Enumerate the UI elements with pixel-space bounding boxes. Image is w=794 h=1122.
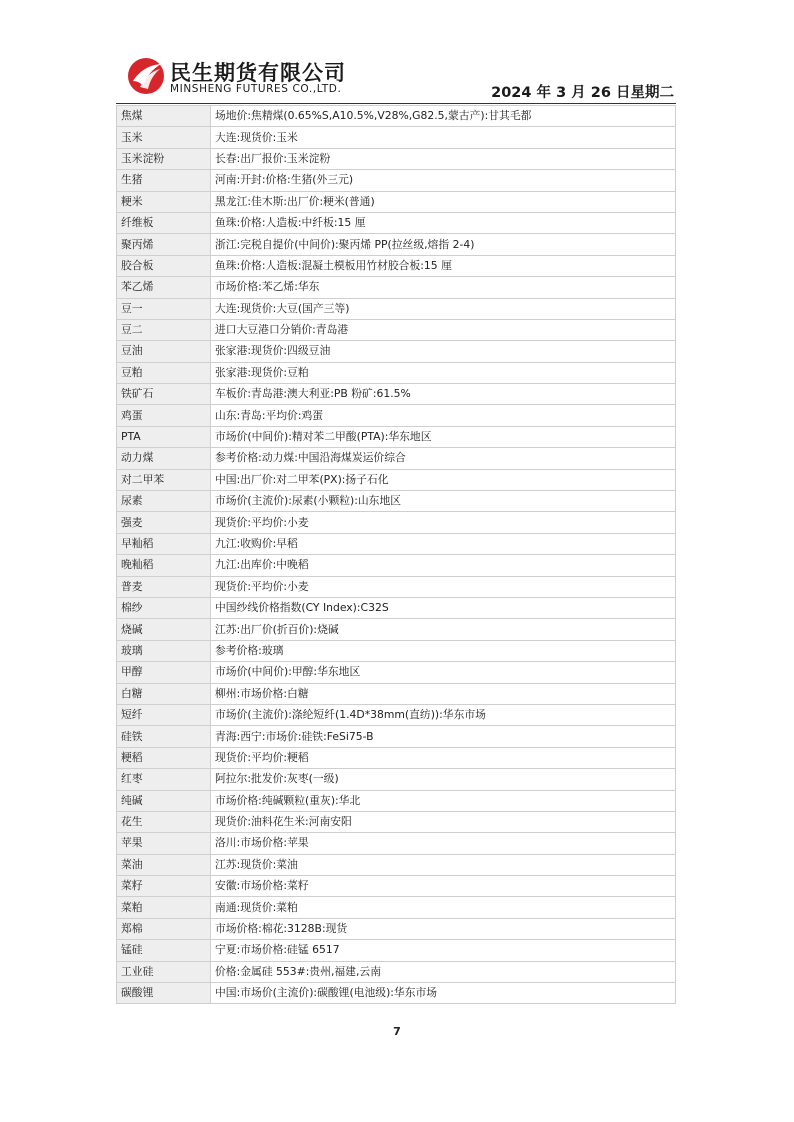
table-row [117, 170, 676, 191]
commodity-name-cell: 菜籽 [117, 876, 211, 897]
price-source-cell: 山东:青岛:平均价:鸡蛋 [211, 405, 676, 426]
commodity-name-cell: 白糖 [117, 683, 211, 704]
company-name-en: MINSHENG FUTURES CO.,LTD. [170, 83, 342, 95]
price-source-cell: 安徽:市场价格:菜籽 [211, 876, 676, 897]
table-row [117, 683, 676, 704]
price-source-cell: 九江:收购价:早稻 [211, 533, 676, 554]
page-number: 7 [393, 1025, 401, 1038]
commodity-name-cell: 花生 [117, 811, 211, 832]
commodity-name-cell: 普麦 [117, 576, 211, 597]
company-name-cn: 民生期货有限公司 [170, 61, 346, 85]
table-row [117, 597, 676, 618]
commodity-name-cell: 纯碱 [117, 790, 211, 811]
table-row [117, 704, 676, 725]
price-source-cell: 阿拉尔:批发价:灰枣(一级) [211, 769, 676, 790]
price-source-cell: 现货价:平均价:小麦 [211, 576, 676, 597]
price-source-cell: 参考价格:玻璃 [211, 640, 676, 661]
price-source-cell: 市场价格:纯碱颗粒(重灰):华北 [211, 790, 676, 811]
page-header [116, 54, 676, 104]
price-source-cell: 参考价格:动力煤:中国沿海煤炭运价综合 [211, 448, 676, 469]
commodity-name-cell: 玻璃 [117, 640, 211, 661]
price-source-cell: 张家港:现货价:四级豆油 [211, 341, 676, 362]
commodity-name-cell: 晚籼稻 [117, 555, 211, 576]
table-row [117, 918, 676, 939]
table-row [117, 426, 676, 447]
price-source-cell: 九江:出库价:中晚稻 [211, 555, 676, 576]
commodity-name-cell: 胶合板 [117, 255, 211, 276]
price-source-cell: 价格:金属硅 553#:贵州,福建,云南 [211, 961, 676, 982]
table-row [117, 940, 676, 961]
price-source-cell: 江苏:现货价:菜油 [211, 854, 676, 875]
commodity-name-cell: 玉米 [117, 127, 211, 148]
commodity-name-cell: 苹果 [117, 833, 211, 854]
commodity-name-cell: 短纤 [117, 704, 211, 725]
commodity-name-cell: 焦煤 [117, 106, 211, 127]
table-row [117, 961, 676, 982]
commodity-name-cell: 菜粕 [117, 897, 211, 918]
commodity-name-cell: 尿素 [117, 491, 211, 512]
table-row [117, 811, 676, 832]
table-row [117, 726, 676, 747]
commodity-name-cell: 粳稻 [117, 747, 211, 768]
price-source-cell: 鱼珠:价格:人造板:中纤板:15 厘 [211, 212, 676, 233]
commodity-name-cell: 郑棉 [117, 918, 211, 939]
commodity-name-cell: 豆粕 [117, 362, 211, 383]
price-source-cell: 市场价(主流价):涤纶短纤(1.4D*38mm(直纺)):华东市场 [211, 704, 676, 725]
price-source-cell: 柳州:市场价格:白糖 [211, 683, 676, 704]
price-source-cell: 大连:现货价:大豆(国产三等) [211, 298, 676, 319]
table-row [117, 512, 676, 533]
table-row [117, 640, 676, 661]
table-row [117, 384, 676, 405]
table-row [117, 298, 676, 319]
commodity-name-cell: 红枣 [117, 769, 211, 790]
table-row [117, 448, 676, 469]
commodity-name-cell: 棉纱 [117, 597, 211, 618]
price-source-cell: 中国:市场价(主流价):碳酸锂(电池级):华东市场 [211, 983, 676, 1004]
table-row [117, 854, 676, 875]
table-row [117, 362, 676, 383]
table-row [117, 255, 676, 276]
table-row [117, 833, 676, 854]
table-row [117, 212, 676, 233]
commodity-name-cell: 早籼稻 [117, 533, 211, 554]
commodity-name-cell: 甲醇 [117, 662, 211, 683]
commodity-name-cell: 苯乙烯 [117, 277, 211, 298]
table-row [117, 533, 676, 554]
commodity-name-cell: 粳米 [117, 191, 211, 212]
commodity-name-cell: 碳酸锂 [117, 983, 211, 1004]
table-row [117, 405, 676, 426]
price-source-cell: 市场价(主流价):尿素(小颗粒):山东地区 [211, 491, 676, 512]
commodity-name-cell: 对二甲苯 [117, 469, 211, 490]
table-row [117, 234, 676, 255]
commodity-name-cell: 豆油 [117, 341, 211, 362]
table-row [117, 876, 676, 897]
price-source-cell: 现货价:平均价:小麦 [211, 512, 676, 533]
commodity-name-cell: 生猪 [117, 170, 211, 191]
minsheng-logo-icon [126, 56, 166, 96]
price-source-cell: 大连:现货价:玉米 [211, 127, 676, 148]
price-source-cell: 长春:出厂报价:玉米淀粉 [211, 148, 676, 169]
commodity-name-cell: 锰硅 [117, 940, 211, 961]
table-row [117, 469, 676, 490]
table-row [117, 576, 676, 597]
commodity-name-cell: 菜油 [117, 854, 211, 875]
price-source-cell: 江苏:出厂价(折百价):烧碱 [211, 619, 676, 640]
price-source-cell: 浙江:完税自提价(中间价):聚丙烯 PP(拉丝级,熔指 2-4) [211, 234, 676, 255]
price-source-cell: 进口大豆港口分销价:青岛港 [211, 319, 676, 340]
table-row [117, 277, 676, 298]
commodity-name-cell: 铁矿石 [117, 384, 211, 405]
table-row [117, 983, 676, 1004]
commodity-name-cell: 鸡蛋 [117, 405, 211, 426]
header-divider [116, 103, 676, 104]
price-source-cell: 现货价:油料花生米:河南安阳 [211, 811, 676, 832]
commodity-name-cell: 玉米淀粉 [117, 148, 211, 169]
commodity-name-cell: 烧碱 [117, 619, 211, 640]
commodity-name-cell: 动力煤 [117, 448, 211, 469]
table-row [117, 127, 676, 148]
price-source-cell: 青海:西宁:市场价:硅铁:FeSi75-B [211, 726, 676, 747]
price-source-cell: 市场价(中间价):精对苯二甲酸(PTA):华东地区 [211, 426, 676, 447]
price-source-cell: 现货价:平均价:粳稻 [211, 747, 676, 768]
table-row [117, 555, 676, 576]
price-source-cell: 河南:开封:价格:生猪(外三元) [211, 170, 676, 191]
price-source-cell: 南通:现货价:菜粕 [211, 897, 676, 918]
table-row [117, 897, 676, 918]
commodity-name-cell: 聚丙烯 [117, 234, 211, 255]
price-source-cell: 黑龙江:佳木斯:出厂价:粳米(普通) [211, 191, 676, 212]
commodity-name-cell: 豆二 [117, 319, 211, 340]
table-row [117, 148, 676, 169]
price-source-cell: 市场价格:棉花:3128B:现货 [211, 918, 676, 939]
price-source-cell: 中国:出厂价:对二甲苯(PX):扬子石化 [211, 469, 676, 490]
table-row [117, 106, 676, 127]
table-row [117, 491, 676, 512]
price-source-cell: 洛川:市场价格:苹果 [211, 833, 676, 854]
table-row [117, 319, 676, 340]
table-row [117, 191, 676, 212]
commodity-name-cell: 工业硅 [117, 961, 211, 982]
table-row [117, 790, 676, 811]
commodity-name-cell: 纤维板 [117, 212, 211, 233]
table-row [117, 662, 676, 683]
price-source-cell: 市场价(中间价):甲醇:华东地区 [211, 662, 676, 683]
commodity-name-cell: 强麦 [117, 512, 211, 533]
price-source-cell: 宁夏:市场价格:硅锰 6517 [211, 940, 676, 961]
price-source-cell: 车板价:青岛港:澳大利亚:PB 粉矿:61.5% [211, 384, 676, 405]
price-source-table [116, 105, 676, 1004]
commodity-name-cell: PTA [117, 426, 211, 447]
table-row [117, 769, 676, 790]
table-row [117, 747, 676, 768]
price-source-cell: 场地价:焦精煤(0.65%S,A10.5%,V28%,G82.5,蒙古产):甘其毛都 [211, 106, 676, 127]
report-date: 2024 年 3 月 26 日星期二 [491, 85, 674, 101]
price-source-cell: 市场价格:苯乙烯:华东 [211, 277, 676, 298]
table-row [117, 341, 676, 362]
price-source-cell: 鱼珠:价格:人造板:混凝土模板用竹材胶合板:15 厘 [211, 255, 676, 276]
commodity-name-cell: 豆一 [117, 298, 211, 319]
price-source-cell: 张家港:现货价:豆粕 [211, 362, 676, 383]
price-source-cell: 中国纱线价格指数(CY Index):C32S [211, 597, 676, 618]
commodity-name-cell: 硅铁 [117, 726, 211, 747]
table-row [117, 619, 676, 640]
